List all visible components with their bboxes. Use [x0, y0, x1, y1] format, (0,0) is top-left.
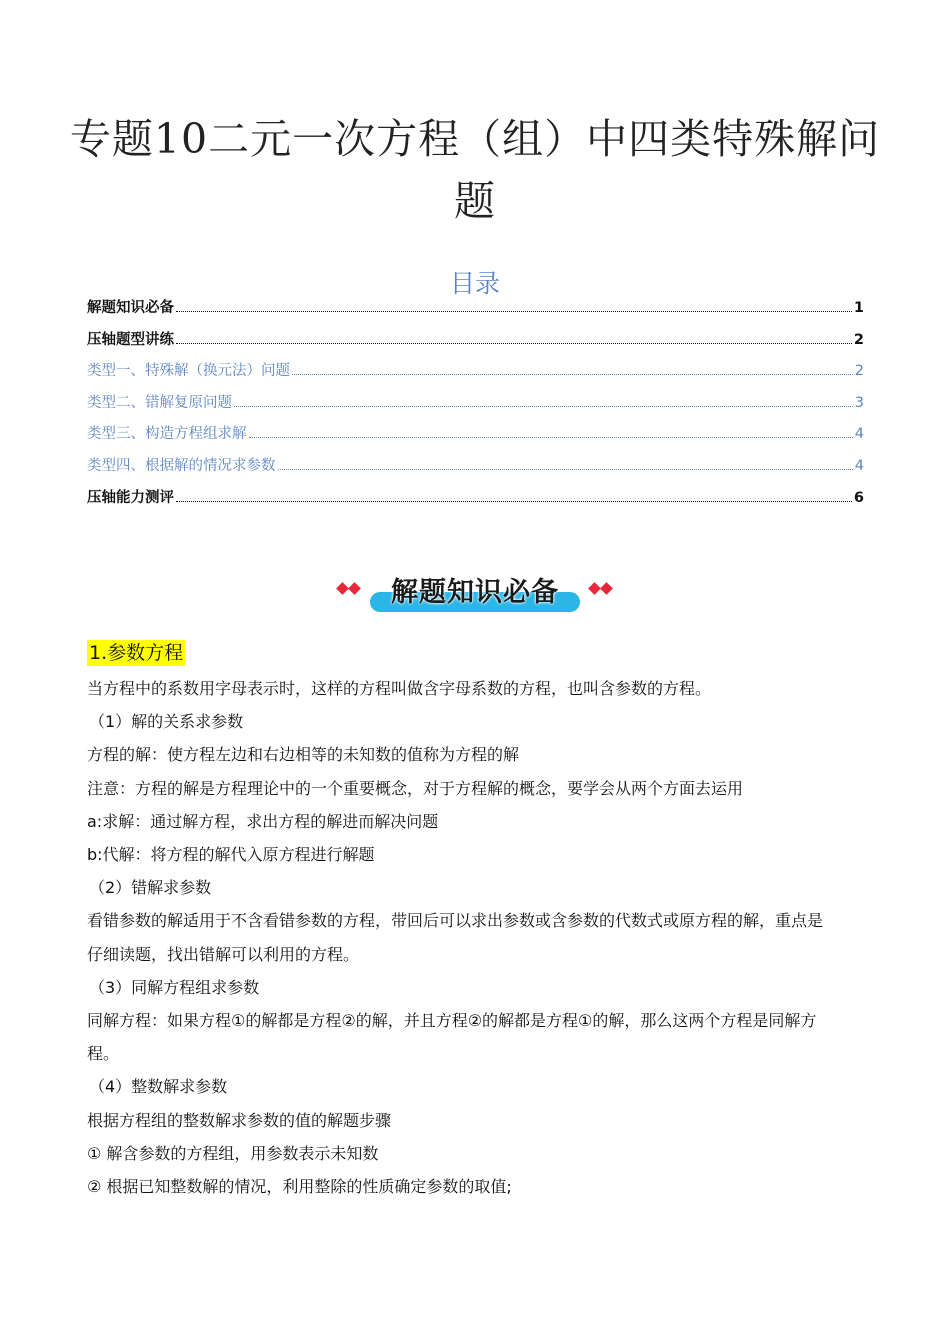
toc-item-page: 2: [853, 331, 864, 348]
toc-item-text: 压轴题型讲练: [87, 331, 174, 348]
toc-item-page: 3: [854, 394, 864, 411]
toc-leader: [234, 405, 853, 407]
toc-item-text: 类型四、根据解的情况求参数: [87, 457, 276, 474]
paragraph: 仔细读题，找出错解可以利用的方程。: [87, 944, 360, 964]
toc-leader: [176, 342, 852, 344]
diamond-icon: [588, 582, 601, 595]
paragraph: ② 根据已知整数解的情况，利用整除的性质确定参数的取值;: [87, 1177, 512, 1197]
section-body: [87, 672, 867, 1203]
toc-item[interactable]: [87, 454, 864, 486]
subheading: （2）错解求参数: [89, 878, 212, 898]
subheading: （1）解的关系求参数: [89, 712, 244, 732]
paragraph: b:代解：将方程的解代入原方程进行解题: [87, 845, 375, 865]
toc-heading: 目录: [449, 269, 500, 298]
toc-leader: [249, 436, 853, 438]
toc-item-text: 解题知识必备: [87, 300, 174, 316]
paragraph: a:求解：通过解方程，求出方程的解进而解决问题: [87, 811, 439, 831]
toc-item-text: 类型一、特殊解（换元法）问题: [87, 363, 290, 380]
paragraph: 看错参数的解适用于不含看错参数的方程，带回后可以求出参数或含参数的代数式或原方程的解，重点是: [87, 911, 824, 931]
diamond-icon: [600, 582, 613, 595]
diamond-icon: [348, 582, 361, 595]
toc-item[interactable]: [87, 296, 864, 328]
toc-item[interactable]: [87, 422, 864, 454]
title-line-2: 题: [454, 177, 496, 225]
toc-item-text: 类型三、构造方程组求解: [87, 426, 247, 443]
banner-label: 解题知识必备: [391, 577, 559, 608]
paragraph: 当方程中的系数用字母表示时，这样的方程叫做含字母系数的方程，也叫含参数的方程。: [87, 679, 712, 698]
toc-item[interactable]: [87, 391, 864, 423]
toc-leader: [176, 310, 852, 312]
document-title: [60, 108, 890, 232]
table-of-contents: [87, 296, 864, 517]
toc-item[interactable]: [87, 359, 864, 391]
toc-item[interactable]: [87, 486, 864, 518]
toc-item-page: 4: [854, 426, 864, 443]
paragraph: ① 解含参数的方程组，用参数表示未知数: [87, 1143, 379, 1163]
title-line-1: 专题10二元一次方程（组）中四类特殊解问: [69, 115, 881, 163]
paragraph: 程。: [87, 1044, 120, 1064]
paragraph: 同解方程：如果方程①的解都是方程②的解，并且方程②的解都是方程①的解，那么这两个方程是同解方: [87, 1011, 817, 1031]
toc-leader: [176, 500, 852, 502]
toc-leader: [292, 373, 853, 375]
toc-item-page: 1: [853, 300, 864, 316]
toc-leader: [278, 468, 853, 470]
toc-item-page: 2: [854, 363, 864, 380]
section-title: 1.参数方程: [89, 642, 184, 664]
toc-item-page: 6: [853, 489, 864, 506]
toc-item[interactable]: [87, 328, 864, 360]
toc-item-text: 类型二、错解复原问题: [87, 394, 232, 411]
toc-item-text: 压轴能力测评: [87, 489, 174, 506]
diamond-icon: [336, 582, 349, 595]
paragraph: 注意：方程的解是方程理论中的一个重要概念，对于方程解的概念，要学会从两个方面去运用: [87, 778, 744, 798]
subheading: （3）同解方程组求参数: [89, 977, 260, 997]
toc-item-page: 4: [854, 457, 864, 474]
paragraph: 根据方程组的整数解求参数的值的解题步骤: [87, 1110, 392, 1130]
paragraph: 方程的解：使方程左边和右边相等的未知数的值称为方程的解: [87, 745, 520, 765]
subheading: （4）整数解求参数: [89, 1077, 228, 1097]
section-banner: [330, 566, 620, 616]
